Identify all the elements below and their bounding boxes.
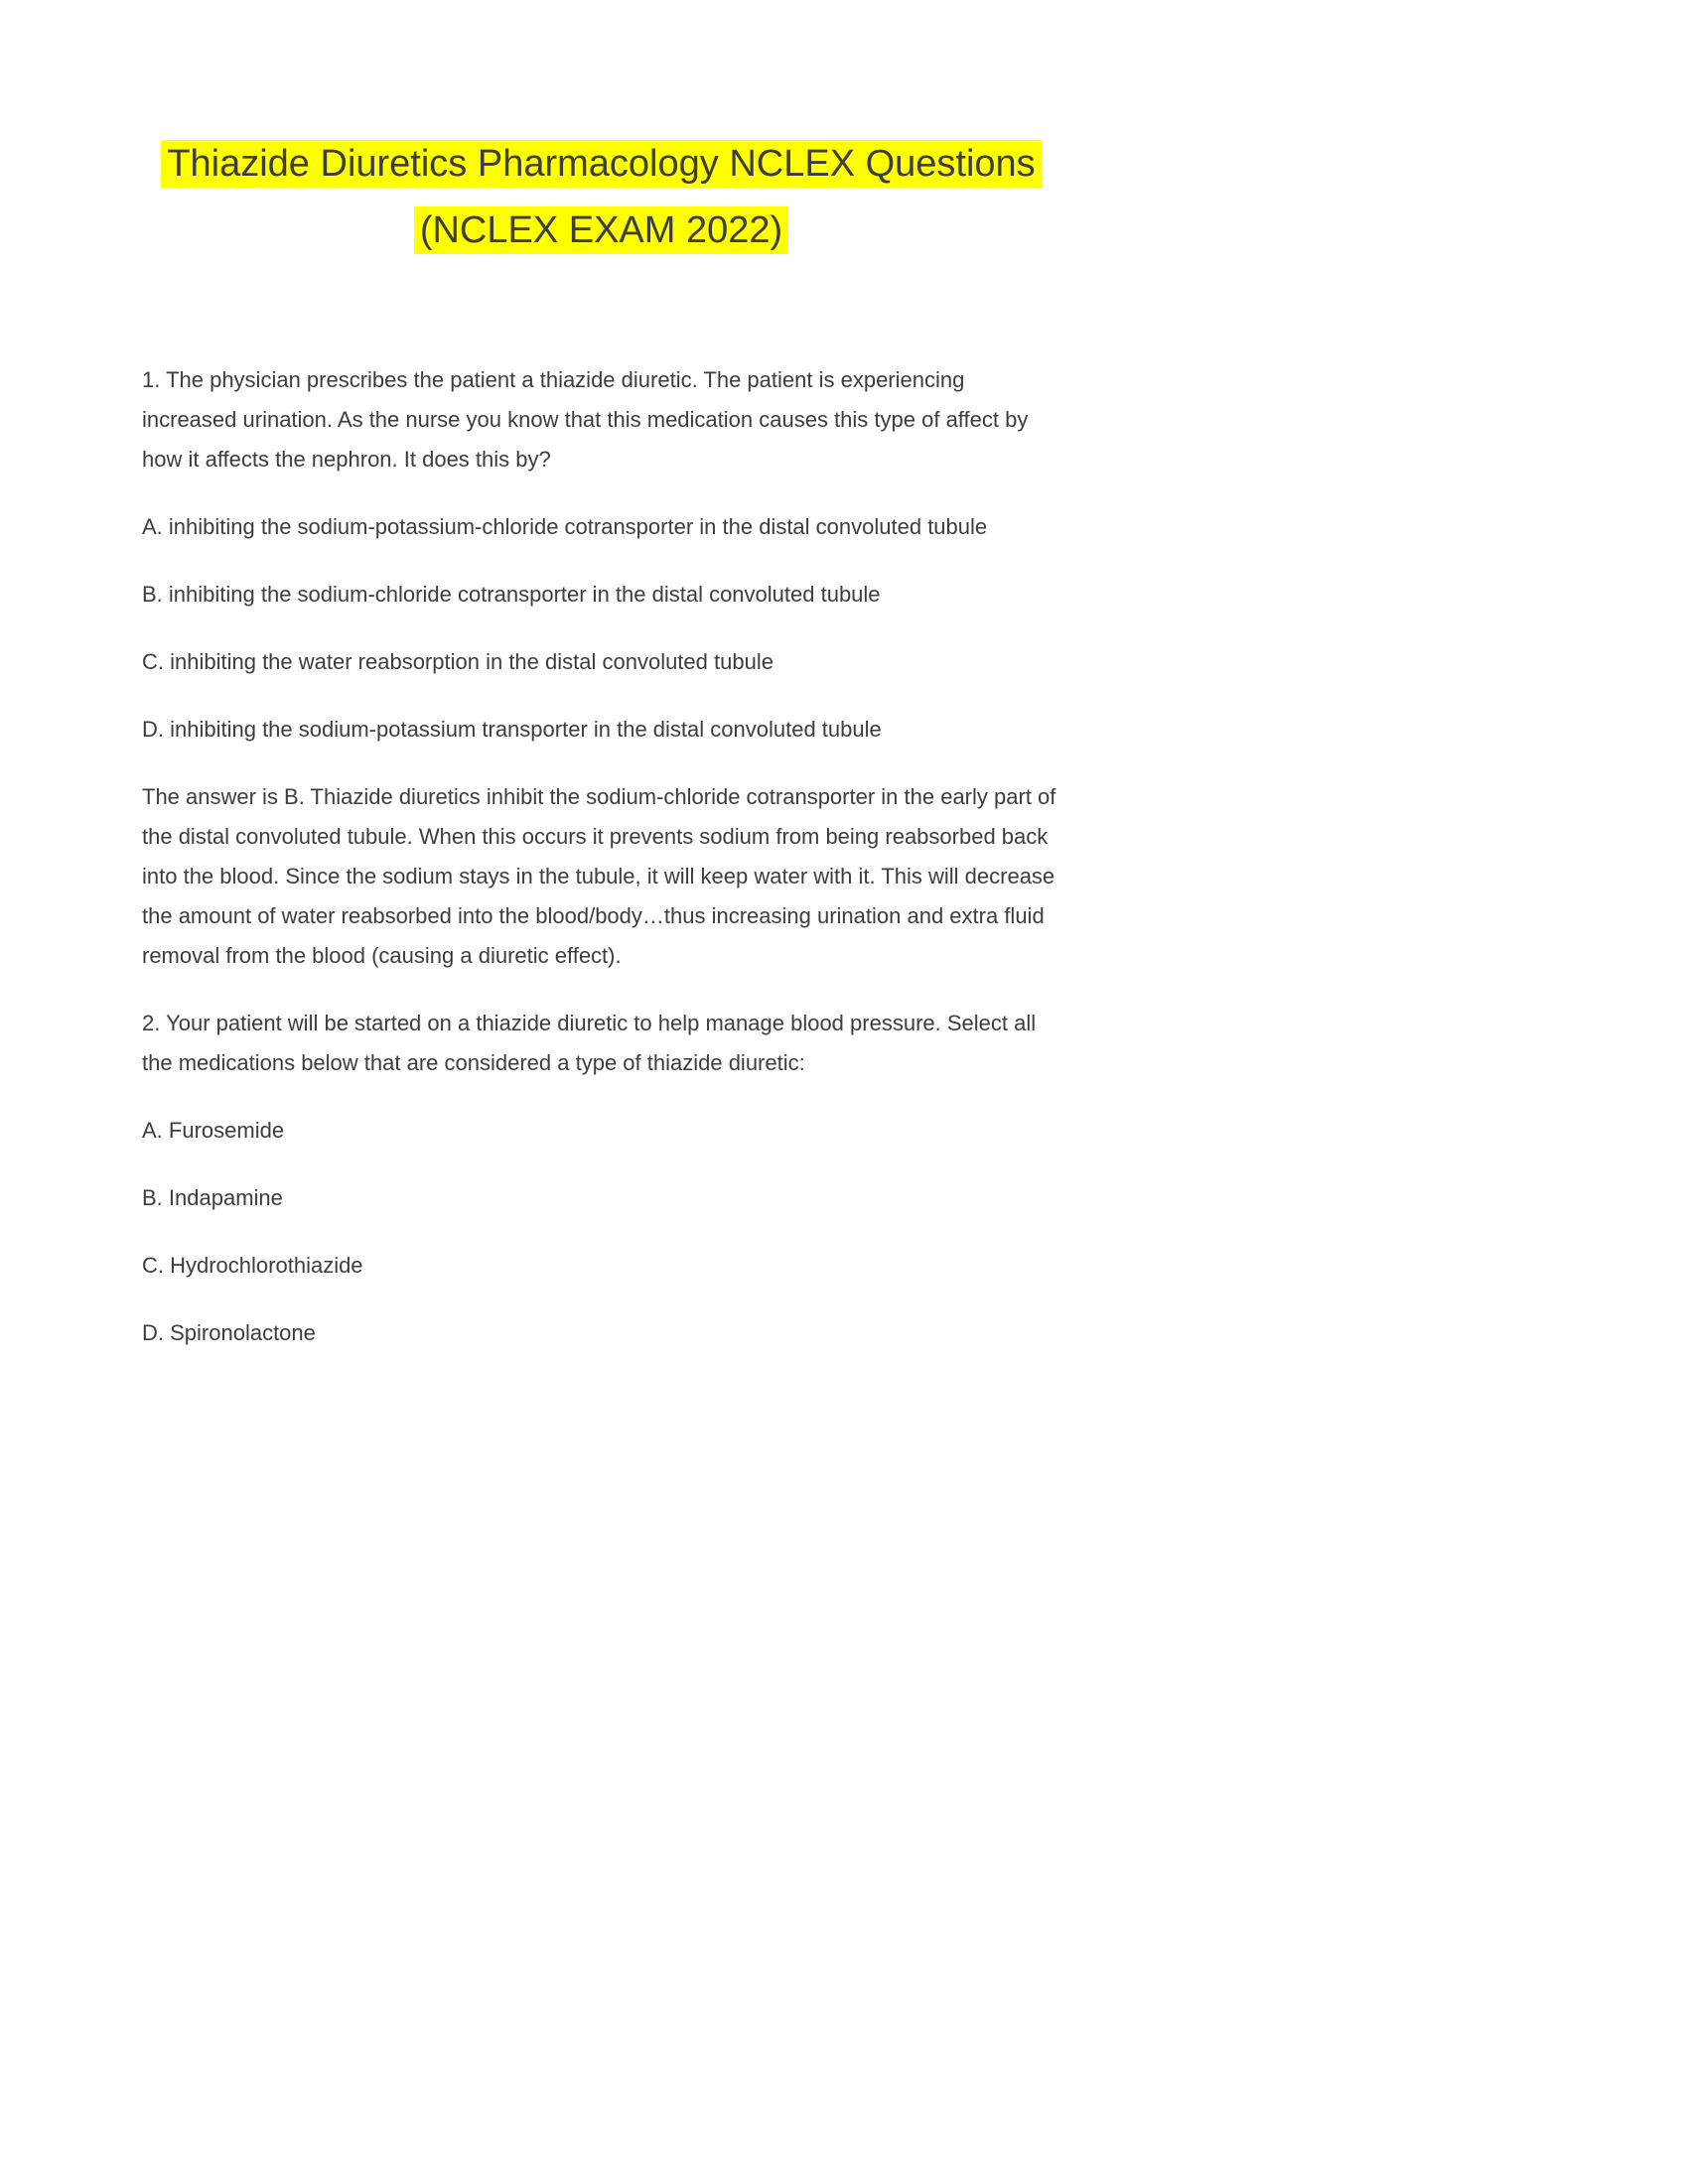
question-2-prompt: 2. Your patient will be started on a thiazide diuretic to help manage blood pressure. Select all the medications below that are considered a type of thiazide diuretic:	[142, 1010, 1037, 1075]
question-1-option-d: D. inhibiting the sodium-potassium transporter in the distal convoluted tubule	[142, 716, 882, 742]
title-line-2	[142, 205, 1060, 256]
document-title	[142, 139, 1060, 257]
question-1-prompt: 1. The physician prescribes the patient a thiazide diuretic. The patient is experiencing increased urination. As the nurse you know that this medication causes this type of affect by how it affects the nephron. It does this by?	[142, 366, 1029, 472]
question-1-option-a: A. inhibiting the sodium-potassium-chloride cotransporter in the distal convoluted tubule	[142, 513, 988, 539]
question-2-option-c: C. Hydrochlorothiazide	[142, 1252, 363, 1278]
title-line-1	[142, 139, 1060, 190]
title-line-1-highlight: Thiazide Diuretics Pharmacology NCLEX Questions	[161, 140, 1041, 188]
title-line-2-highlight: (NCLEX EXAM 2022)	[414, 206, 788, 254]
question-2-option-d: D. Spironolactone	[142, 1319, 316, 1345]
question-1-option-c: C. inhibiting the water reabsorption in the distal convoluted tubule	[142, 648, 774, 674]
question-2-option-a: A. Furosemide	[142, 1117, 285, 1143]
document-body	[142, 360, 1060, 1353]
question-1-answer-rationale: The answer is B. Thiazide diuretics inhibit the sodium-chloride cotransporter in the early part of the distal convoluted tubule. When this occurs it prevents sodium from being reabsorbed back into the blood. Since the sodium stays in the tubule, it will keep water with it. This will decrease the amount of water reabsorbed into the blood/body…thus increasing urination and extra fluid removal from the blood (causing a diuretic effect).	[142, 783, 1056, 968]
question-1-option-b: B. inhibiting the sodium-chloride cotransporter in the distal convoluted tubule	[142, 581, 881, 607]
question-2-option-b: B. Indapamine	[142, 1184, 283, 1210]
